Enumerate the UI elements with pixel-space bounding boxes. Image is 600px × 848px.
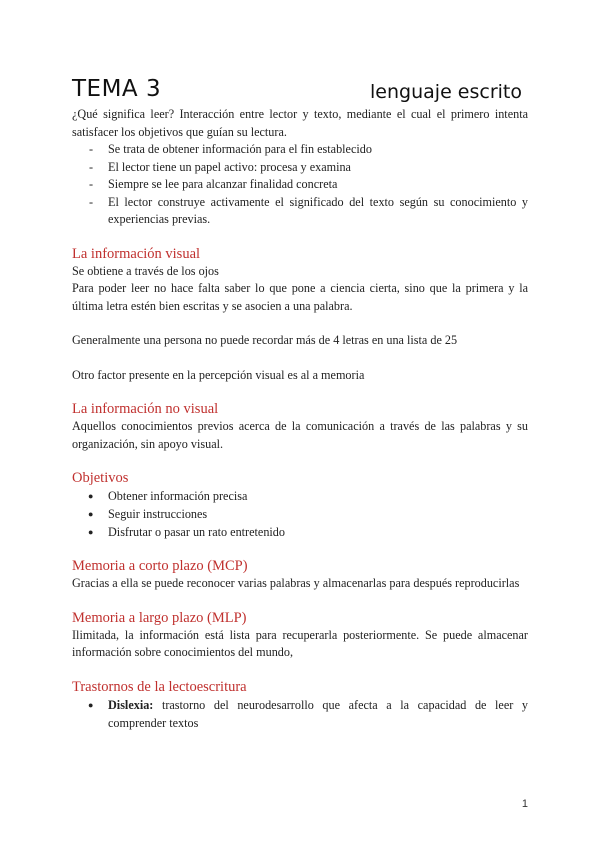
section-heading-objetivos: Objetivos xyxy=(72,470,129,486)
term-dislexia: Dislexia: xyxy=(108,697,154,712)
section-heading-mcp: Memoria a corto plazo (MCP) xyxy=(72,558,248,574)
list-item xyxy=(72,696,528,732)
mlp-paragraph: Ilimitada, la información está lista para recuperarla posteriormente. Se puede almacenar información sobre conocimientos del mundo, xyxy=(72,627,528,659)
term-description: trastorno del neurodesarrollo que afecta a la capacidad de leer y comprender textos xyxy=(108,697,528,730)
list-item: ● Disfrutar o pasar un rato entretenido xyxy=(72,523,528,541)
list-item: - Se trata de obtener información para el fin establecido xyxy=(72,141,528,159)
section-heading-info-visual: La información visual xyxy=(72,245,201,262)
section-heading-info-no-visual: La información no visual xyxy=(72,401,219,417)
trastornos-list xyxy=(72,696,528,732)
info-visual-paragraph: Generalmente una persona no puede recordar más de 4 letras en una lista de 25 xyxy=(72,333,458,347)
list-item: ● Seguir instrucciones xyxy=(72,505,528,523)
list-item: ● Obtener información precisa xyxy=(72,487,528,505)
section-heading-mlp: Memoria a largo plazo (MLP) xyxy=(72,609,247,626)
mcp-paragraph: Gracias a ella se puede reconocer varias palabras y almacenarlas para después reproducirlas xyxy=(72,576,520,590)
intro-list xyxy=(72,141,528,229)
list-item: - El lector tiene un papel activo: procesa y examina xyxy=(72,159,528,177)
list-item: - El lector construye activamente el significado del texto según su conocimiento y experiencias previas. xyxy=(72,194,528,229)
document-page xyxy=(72,76,528,732)
info-visual-line: Se obtiene a través de los ojos xyxy=(72,263,219,278)
page-title: TEMA 3 xyxy=(72,76,162,102)
info-visual-paragraph: Para poder leer no hace falta saber lo que pone a ciencia cierta, sino que la primera y la última letra estén bien escritas y se asocien a una palabra. xyxy=(72,281,528,313)
list-item: - Siempre se lee para alcanzar finalidad concreta xyxy=(72,176,528,194)
info-no-visual-paragraph: Aquellos conocimientos previos acerca de la comunicación a través de las palabras y su organización, sin apoyo visual. xyxy=(72,419,528,451)
title-row xyxy=(72,76,528,106)
page-subtitle: lenguaje escrito xyxy=(370,81,522,103)
intro-paragraph: ¿Qué significa leer? Interacción entre lector y texto, mediante el cual el primero intenta satisfacer los objetivos que guían su lectura. xyxy=(72,107,528,139)
section-heading-trastornos: Trastornos de la lectoescritura xyxy=(72,678,247,695)
info-visual-paragraph: Otro factor presente en la percepción visual es al a memoria xyxy=(72,367,365,382)
page-number: 1 xyxy=(521,798,528,810)
objetivos-list xyxy=(72,487,528,541)
